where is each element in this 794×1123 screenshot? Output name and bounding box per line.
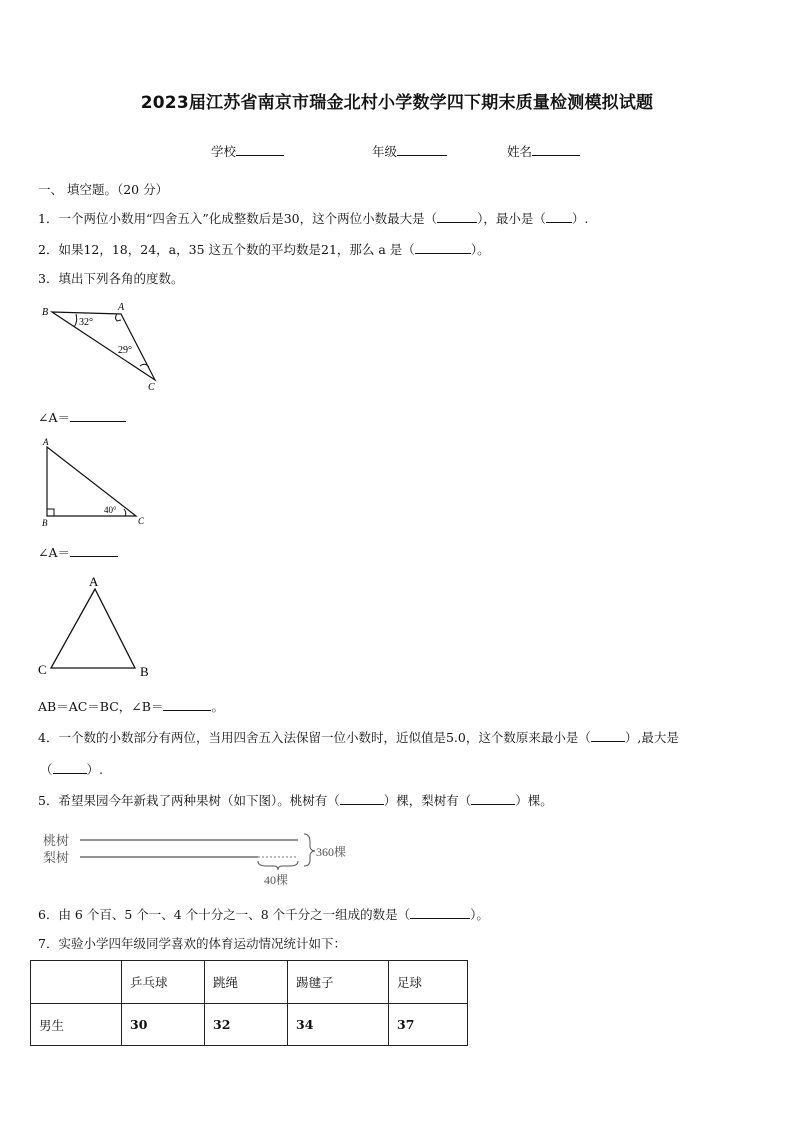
question-4-cont bbox=[40, 760, 103, 778]
triangle-1-label-c: C bbox=[148, 382, 155, 393]
triangle-3-label-c: C bbox=[38, 662, 47, 677]
q6-blank[interactable] bbox=[410, 905, 470, 919]
question-4-text-b: ）,最大是 bbox=[624, 730, 679, 745]
table-cell: 32 bbox=[205, 1004, 288, 1046]
triangle-2-shape bbox=[47, 447, 136, 516]
q4-blank-max[interactable] bbox=[53, 760, 87, 774]
question-5-text: 5．希望果园今年新栽了两种果树（如下图）。桃树有（ bbox=[38, 793, 340, 808]
question-5-text-b: ）棵，梨树有（ bbox=[383, 793, 472, 808]
answer-3-end: 。 bbox=[211, 699, 224, 714]
q1-blank-min[interactable] bbox=[546, 209, 572, 223]
total-brace bbox=[304, 834, 315, 866]
triangle-figure-2 bbox=[38, 436, 153, 528]
triangle-2-label-c: C bbox=[138, 516, 145, 526]
question-3: 3．填出下列各角的度数。 bbox=[38, 271, 184, 286]
question-1 bbox=[38, 209, 588, 227]
diff-brace bbox=[258, 861, 298, 870]
school-field bbox=[211, 142, 284, 160]
q1-blank-max[interactable] bbox=[437, 209, 477, 223]
name-label: 姓名 bbox=[507, 144, 533, 159]
school-blank[interactable] bbox=[236, 142, 284, 156]
diff-label: 40棵 bbox=[264, 873, 289, 887]
total-label: 360棵 bbox=[316, 845, 347, 859]
name-blank[interactable] bbox=[532, 142, 580, 156]
question-1-text: 1．一个两位小数用“四舍五入”化成整数后是30，这个两位小数最大是（ bbox=[38, 211, 438, 226]
question-5-text-c: ）棵。 bbox=[515, 793, 553, 808]
question-4-text: 4．一个数的小数部分有两位，当用四舍五入法保留一位小数时，近似值是5.0，这个数原来最小是（ bbox=[38, 730, 591, 745]
table-cell: 37 bbox=[389, 1004, 468, 1046]
grade-label: 年级 bbox=[372, 144, 398, 159]
triangle-2-label-b: B bbox=[42, 518, 48, 528]
question-6-text-b: ）。 bbox=[470, 907, 489, 922]
question-2-text: 2．如果12，18，24，a，35 这五个数的平均数是21，那么 a 是（ bbox=[38, 242, 415, 257]
triangle-figure-1 bbox=[38, 300, 168, 395]
school-label: 学校 bbox=[211, 144, 237, 159]
triangle-2-arc-c bbox=[124, 509, 126, 516]
sports-stats-table bbox=[30, 960, 468, 1046]
triangle-3-label-b: B bbox=[140, 664, 149, 679]
triangle-1-arc-b bbox=[74, 314, 77, 327]
page-title: 2023届江苏省南京市瑞金北村小学数学四下期末质量检测模拟试题 bbox=[140, 93, 654, 113]
triangle-2-label-a: A bbox=[43, 437, 49, 447]
q5-blank-pear[interactable] bbox=[471, 791, 515, 805]
q5-blank-peach[interactable] bbox=[340, 791, 384, 805]
table-header-cell bbox=[31, 961, 122, 1004]
grade-blank[interactable] bbox=[397, 142, 447, 156]
table-header-cell: 乒乓球 bbox=[122, 961, 205, 1004]
question-4-text-d: ）. bbox=[86, 762, 103, 777]
q2-blank[interactable] bbox=[415, 240, 471, 254]
answer-3 bbox=[38, 697, 224, 715]
question-4 bbox=[38, 728, 679, 746]
triangle-3-shape bbox=[51, 589, 135, 668]
question-6 bbox=[38, 905, 489, 923]
question-1-text-b: ），最小是（ bbox=[477, 211, 546, 226]
answer-3-label: AB＝AC＝BC，∠B＝ bbox=[38, 699, 164, 714]
table-header-row bbox=[31, 961, 468, 1004]
grade-field bbox=[372, 142, 447, 160]
triangle-1-angle-b: 32° bbox=[79, 317, 93, 328]
answer-1-label: ∠A＝ bbox=[38, 410, 71, 425]
question-5 bbox=[38, 791, 553, 809]
table-header-cell: 足球 bbox=[389, 961, 468, 1004]
table-row-label: 男生 bbox=[31, 1004, 122, 1046]
table-cell: 34 bbox=[288, 1004, 389, 1046]
answer-1-blank[interactable] bbox=[70, 408, 126, 422]
table-row bbox=[31, 1004, 468, 1046]
triangle-1-angle-c: 29° bbox=[118, 345, 132, 356]
question-1-text-c: ）. bbox=[571, 211, 589, 226]
peach-label: 桃树 bbox=[43, 833, 70, 848]
section-heading: 一、 填空题。（20 分） bbox=[38, 182, 169, 197]
question-6-text: 6．由 6 个百、5 个一、4 个十分之一、8 个千分之一组成的数是（ bbox=[38, 907, 411, 922]
table-header-cell: 踢毽子 bbox=[288, 961, 389, 1004]
table-cell: 30 bbox=[122, 1004, 205, 1046]
triangle-2-right-angle bbox=[47, 509, 54, 516]
answer-2-blank[interactable] bbox=[70, 543, 118, 557]
answer-3-blank[interactable] bbox=[163, 697, 211, 711]
fruit-tree-line-diagram bbox=[40, 828, 370, 890]
question-2-text-b: ）。 bbox=[470, 242, 490, 257]
question-4-text-c: （ bbox=[40, 762, 53, 777]
pear-label: 梨树 bbox=[43, 850, 70, 865]
q4-blank-min[interactable] bbox=[591, 728, 625, 742]
triangle-3-label-a: A bbox=[89, 574, 99, 589]
answer-1 bbox=[38, 408, 126, 426]
name-field bbox=[507, 142, 580, 160]
answer-2 bbox=[38, 543, 118, 561]
triangle-2-angle-c: 40° bbox=[104, 505, 117, 515]
triangle-1-arc-a bbox=[116, 314, 122, 321]
triangle-1-label-a: A bbox=[118, 302, 125, 313]
question-2 bbox=[38, 240, 490, 258]
table-header-cell: 跳绳 bbox=[205, 961, 288, 1004]
triangle-figure-3 bbox=[36, 572, 158, 680]
triangle-1-shape bbox=[52, 312, 155, 380]
answer-2-label: ∠A＝ bbox=[38, 545, 71, 560]
triangle-1-label-b: B bbox=[42, 307, 49, 318]
question-7: 7．实验小学四年级同学喜欢的体育运动情况统计如下： bbox=[38, 936, 346, 951]
